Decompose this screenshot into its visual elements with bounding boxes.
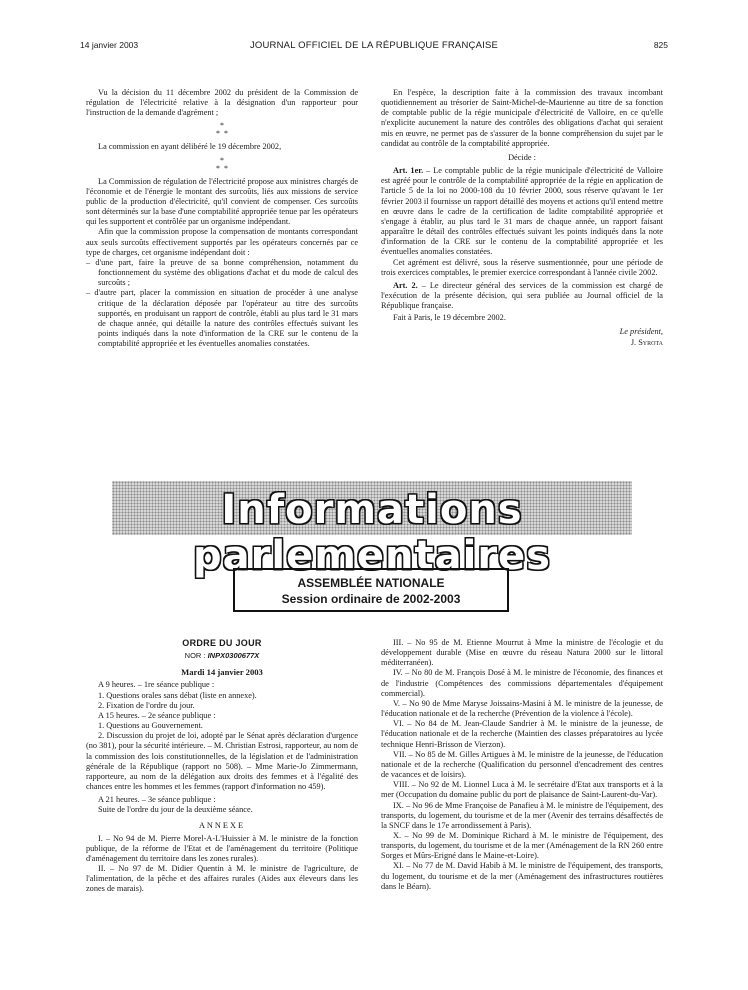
nor-label: NOR : [184,651,208,661]
signature-title: Le président, [619,327,663,337]
deliberation-paragraph: La commission en ayant délibéré le 19 décembre 2002, [98,142,282,152]
right-column-bottom [381,638,663,892]
fait-a-paris: Fait à Paris, le 19 décembre 2002. [393,313,506,323]
left-column-bottom [86,638,358,895]
ordre-du-jour-heading: ORDRE DU JOUR [182,638,262,648]
question-2: II. – No 97 de M. Didier Quentin à M. le ministre de l'agriculture, de l'alimentation, de la pêche et des affaires rurales (Aides aux éleveurs dans les zones de marais). [86,864,358,894]
header-page-number: 825 [653,40,668,50]
proposal-paragraph: La Commission de régulation de l'électricité propose aux ministres chargés de l'économie et de l'énergie le montant des surcoûts, liés aux missions de service public de la production d'électricité, qu'il convient de compenser. Ces surcoûts sont déterminés sur la base d'une comptabilité appropriée tenue par les opérateurs qui les supportent et contrôlée par un organisme indépendant. [86,176,358,227]
article-2-text: – Le directeur général des services de la commission est chargé de l'exécution de la présente décision, qui sera publiée au Journal officiel de la République française. [381,280,663,311]
article-1-label: Art. 1er. [393,166,424,176]
seance-1-item-1: 1. Questions orales sans débat (liste en annexe). [98,690,257,700]
header-date: 14 janvier 2003 [80,40,139,50]
running-header [80,40,668,54]
asterism-1: * * * [216,121,228,139]
article-2-label: Art. 2. [393,280,418,290]
question-10: X. – No 99 de M. Dominique Richard à M. le ministre de l'équipement, des transports, du logement, du tourisme et de la mer (Aménagement de la RN 260 entre Sorges et Mûrs-Erigné dans le Maine-et-Loire). [381,830,663,861]
annexe-heading: ANNEXE [198,820,246,830]
right-column-top [381,88,663,348]
article-2 [381,281,663,311]
article-1 [381,166,663,257]
seance-2-item-1: 1. Questions au Gouvernement. [98,721,203,731]
asterism-2: * * * [216,155,228,173]
dash-item-1: – d'une part, faire la preuve de sa bonne compréhension, notamment du fonctionnement du système des obligations d'achat et du mode de calcul des surcoûts ; [86,257,358,288]
seance-1-item-2: 2. Fixation de l'ordre du jour. [98,700,195,710]
question-6: VI. – No 84 de M. Jean-Claude Sandrier à M. le ministre de la jeunesse, de l'éducation nationale et de la recherche (Maintien des classes préparatoires au lycée technique Henri-Brisson de Vierzon). [381,719,663,749]
left-column-top [86,88,358,349]
section-banner [112,481,632,579]
seance-3-item-1: Suite de l'ordre du jour de la deuxième séance. [98,805,253,815]
assembly-name: ASSEMBLÉE NATIONALE [297,576,445,590]
header-journal-title: JOURNAL OFFICIEL DE LA RÉPUBLIQUE FRANÇAISE [249,40,499,51]
nor-reference [86,651,358,661]
seance-3: A 21 heures. – 3e séance publique : [98,795,216,805]
espece-paragraph: En l'espèce, la description faite à la commission des travaux incombant quotidiennement au trésorier de Saint-Michel-de-Maurienne au titre de sa fonction de comptable public de la régie municipale d'électricité de Valloire, en ce qu'elle n'explicite aucunement la nature des contrôles des obligations d'achat qui seraient mis en œuvre, ne permet pas de s'assurer de la bonne compréhension du sujet par le candidat au contrôle de la comptabilité appropriée. [381,88,663,148]
banner-title: Informations parlementaires [193,487,551,579]
article-1-text: – Le comptable public de la régie municipale d'électricité de Valloire est agréé pour le contrôle de la comptabilité appropriée de la régie en application de l'article 5 de la loi no 2000-108 du 10 février 2000, sous réserve qu'avant le 1er février 2003 il fournisse un rapport détaillé des moyens et actions qu'il entend mettre en œuvre dans le cadre de la certification de ladite comptabilité appropriée et s'engage à établir, au plus tard le 31 mars de chaque année, un rapport faisant apparaître le détail des contrôles effectués suivant les points indiqués dans la note d'information de la CRE sur le contenu de la comptabilité appropriée et les éventuelles anomalies constatées. [381,166,663,257]
dash-item-2: – d'autre part, placer la commission en situation de procéder à une analyse critique de la déclaration déposée par l'opérateur au titre des surcoûts supportés, en produisant un rapport de contrôle, établi au plus tard le 31 mars de chaque année, qui détaille la nature des contrôles effectués suivant les points indiqués dans la note d'information de la CRE sur le contenu de la comptabilité appropriée et les éventuelles anomalies constatées. [86,288,358,349]
session-date: Mardi 14 janvier 2003 [181,667,263,678]
seance-1: A 9 heures. – 1re séance publique : [98,680,215,690]
agrement-paragraph: Cet agrément est délivré, sous la réserve susmentionnée, pour une période de trois exercices comptables, le premier exercice correspondant à l'année civile 2002. [381,257,663,277]
organisme-paragraph: Afin que la commission propose la compensation de montants correspondant aux seuls surcoûts effectivement supportés par les opérateurs concernés par ce type de charges, cet organisme indépendant doit : [86,227,358,257]
question-8: VIII. – No 92 de M. Lionnel Luca à M. le secrétaire d'Etat aux transports et à la mer (Occupation du domaine public du port de plaisance de Saint-Laurent-du-Var). [381,780,663,800]
question-9: IX. – No 96 de Mme Françoise de Panafieu à M. le ministre de l'équipement, des transports, du logement, du tourisme et de la mer (Avenir des terrains désaffectés de la SNCF dans le 17e arrondissement à Paris). [381,800,663,830]
question-11: XI. – No 77 de M. David Habib à M. le ministre de l'équipement, des transports, du logement, du tourisme et de la mer (Aménagement des infrastructures routières dans le Béarn). [381,861,663,891]
seance-2-item-2: 2. Discussion du projet de loi, adopté par le Sénat après déclaration d'urgence (no 381), pour la sécurité intérieure. – M. Christian Estrosi, rapporteur, au nom de la commission des lois constitutionnelles, de la législation et de l'administration générale de la République (rapport no 508). – Mme Marie-Jo Zimmermann, rapporteure, au nom de la délégation aux droits des femmes et à l'égalité des chances entre les hommes et les femmes (rapport d'information no 459). [86,731,359,792]
nor-code: INPX0300677X [207,651,260,661]
question-5: V. – No 90 de Mme Maryse Joissains-Masini à M. le ministre de la jeunesse, de l'éducation nationale et de la recherche (Prévention de la violence à l'école). [381,698,663,719]
question-1: I. – No 94 de M. Pierre Morel-A-L'Huissier à M. le ministre de la fonction publique, de la réforme de l'Etat et de l'aménagement du territoire (Politique d'aménagement du territoire dans les zones rurales). [86,833,358,863]
question-7: VII. – No 85 de M. Gilles Artigues à M. le ministre de la jeunesse, de l'éducation nationale et de la recherche (Qualification du personnel d'encadrement des centres de vacances et de loisirs). [381,749,663,780]
question-4: IV. – No 80 de M. François Dosé à M. le ministre de l'économie, des finances et de l'industrie (Compétences des commissions départementales d'équipement commercial). [381,668,663,698]
assembly-box [233,568,509,612]
vu-paragraph: Vu la décision du 11 décembre 2002 du président de la Commission de régulation de l'électricité relative à la désignation d'un rapporteur pour l'instruction de la demande d'agrément ; [86,88,358,118]
session-name: Session ordinaire de 2002-2003 [281,592,461,606]
question-3: III. – No 95 de M. Etienne Mourrut à Mme la ministre de l'écologie et du développement durable (Mise en œuvre du réseau Natura 2000 sur le littoral méditerranéen). [381,638,663,668]
seance-2: A 15 heures. – 2e séance publique : [98,710,216,720]
decide-heading: Décide : [508,152,536,162]
signature-name: J. Syrota [630,337,663,347]
